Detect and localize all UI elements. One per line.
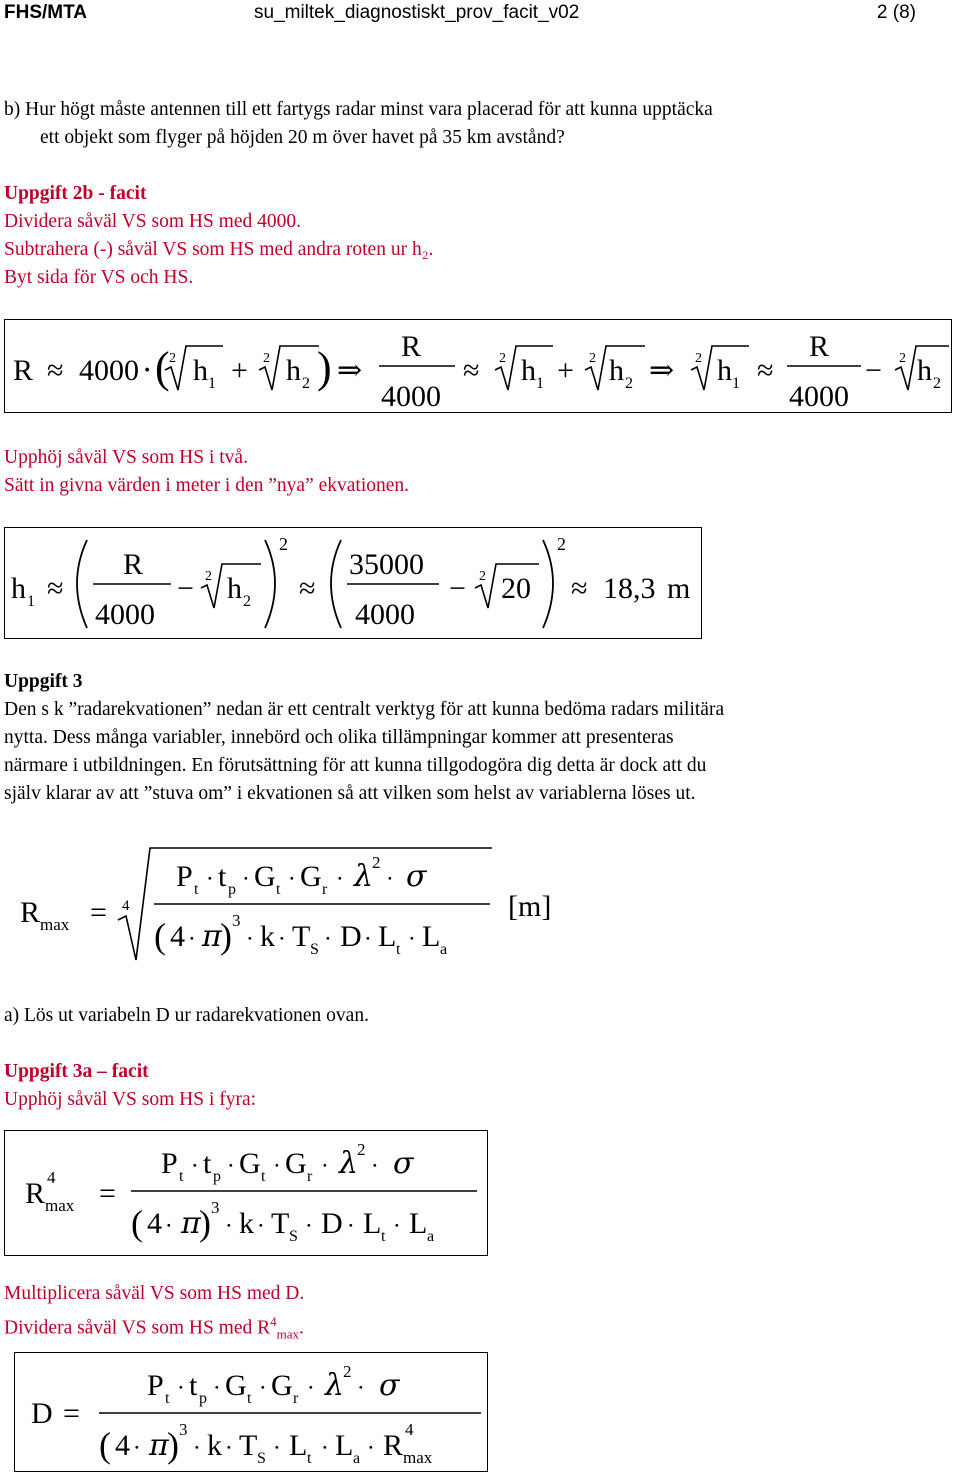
eq1-approx-2: ≈ [463,354,480,387]
eq1-frac2-den: 4000 [789,380,849,412]
eq2-frac2-den: 4000 [355,598,415,631]
equation-box-r4 [4,1130,488,1256]
d-den-rparen: ) [167,1425,179,1465]
d-num-P: P [147,1369,164,1402]
question-3-para-line4: själv klarar av att ”stuva om” i ekvationen så att vilken som helst av variablerna löses ut. [4,783,696,804]
d-num-G1-sub: t [247,1390,252,1407]
d-num-sigma: σ [379,1368,400,1403]
d-eq: = [63,1397,80,1430]
r4-num-t: t [203,1147,212,1180]
radar-num-t-sub: p [228,881,236,898]
d-num-dot5: ⋅ [357,1375,365,1400]
radar-den-rparen: ) [220,916,232,956]
d-den-R-exp: 4 [405,1420,414,1439]
question-3-title: Uppgift 3 [4,671,83,692]
eq1-frac2-num: R [809,330,830,363]
r4-num-dot1: ⋅ [191,1153,199,1178]
r4-eq: = [99,1177,116,1210]
r4-num-G1-sub: t [261,1168,266,1185]
header-page-number: 2 (8) [876,2,916,23]
eq1-arrow-2: ⇒ [649,354,675,387]
eq2-minus-2: − [449,572,466,605]
eq2-root-index-2: 2 [479,569,486,584]
question-2b-line1: b) Hur högt måste antennen till ett fartygs radar minst vara placerad för att kunna upptäcka [4,99,713,120]
r4-den-dot1: ⋅ [225,1213,233,1238]
eq1-root-index-3: 2 [499,351,506,366]
radar-R-sub: max [40,915,70,934]
eq1-h-6: h [917,354,932,387]
radar-num-G1-sub: t [276,881,281,898]
radar-num-dot2: ⋅ [242,866,250,891]
radar-den-L1: L [378,920,397,953]
radar-unit: [m] [508,890,552,923]
r4-num-sigma: σ [393,1146,414,1181]
page-header [0,0,960,30]
facit-3a-step2: Multiplicera såväl VS som HS med D. [4,1283,305,1304]
eq2-sub-2: 2 [243,593,251,610]
facit-3a-title: Uppgift 3a – facit [4,1061,149,1082]
d-den-T-sub: S [257,1450,266,1467]
facit-2b-step3: Byt sida för VS och HS. [4,267,194,288]
radar-den-dot5: ⋅ [408,926,416,951]
r4-den-T-sub: S [289,1228,298,1245]
d-den-dot5: ⋅ [367,1435,375,1460]
r4-R-exp: 4 [47,1168,56,1187]
radar-den-k: k [260,920,275,953]
d-den-dot1: ⋅ [193,1435,201,1460]
facit-2b-title: Uppgift 2b - facit [4,183,147,204]
eq2-height: 20 [501,572,531,605]
eq1-root-index-5: 2 [695,351,702,366]
eq2-rparen-2 [543,540,553,628]
facit-3a-step3-period: . [299,1317,304,1339]
facit-2b-step2: Subtrahera (-) såväl VS som HS med andra roten ur h₂. [4,239,434,260]
r4-den-D: D [321,1207,343,1240]
eq2-lparen-2 [331,540,341,628]
r4-num-dot4: ⋅ [321,1153,329,1178]
radar-num-sigma: σ [406,859,427,894]
eq2-rparen-1 [265,540,275,628]
d-num-lambda: λ [325,1368,345,1403]
header-org: FHS/MTA [4,2,88,23]
r4-num-G1: G [239,1147,261,1180]
equation-horizon-svg [5,320,951,412]
r4-R: R [25,1177,46,1210]
facit-3a-step3 [4,1308,304,1348]
d-den-R-sub: max [403,1448,433,1467]
d-den-four: 4 [115,1429,130,1462]
d-num-G2-sub: r [293,1390,299,1407]
header-filename: su_miltek_diagnostiskt_prov_facit_v02 [254,2,580,23]
r4-den-L2: L [409,1207,428,1240]
r4-den-L1-sub: t [381,1228,386,1245]
equation-box-horizon [4,319,952,413]
eq2-h-2: h [227,572,242,605]
r4-num-lambda: λ [339,1146,359,1181]
r4-den-dot2: ⋅ [257,1213,265,1238]
eq1-rparen: ) [317,343,332,392]
eq2-minus-1: − [177,572,194,605]
question-3-para-line3: närmare i utbildningen. En förutsättning för att kunna tillgodogöra dig detta är dock att du [4,755,707,776]
radar-den-lparen: ( [154,916,166,956]
radar-den-dot1: ⋅ [246,926,254,951]
radar-den-dot2: ⋅ [278,926,286,951]
eq2-approx-2: ≈ [299,572,316,605]
d-den-dot4: ⋅ [321,1435,329,1460]
eq2-unit: m [667,572,691,605]
radar-den-T-sub: S [310,941,319,958]
equation-numeric-svg [5,528,701,638]
radar-root-index: 4 [122,898,130,914]
d-num-G1: G [225,1369,247,1402]
r4-num-G2: G [285,1147,307,1180]
radar-den-exp: 3 [232,911,241,930]
r4-den-k: k [239,1207,254,1240]
d-num-lambda-exp: 2 [343,1362,352,1381]
eq1-plus-1: + [231,354,248,387]
radar-den-D: D [340,920,362,953]
radar-num-G1: G [254,860,276,893]
d-num-G2: G [271,1369,293,1402]
r4-den-dot4: ⋅ [347,1213,355,1238]
radar-num-dot1: ⋅ [206,866,214,891]
radar-den-L1-sub: t [396,941,401,958]
r4-den-four: 4 [147,1207,162,1240]
question-3-para-line1: Den s k ”radarekvationen” nedan är ett centralt verktyg för att kunna bedöma radars militära [4,699,725,720]
r4-R-sub: max [45,1196,75,1215]
d-num-t: t [189,1369,198,1402]
d-den-pi: π [149,1428,169,1463]
eq1-frac1-den: 4000 [381,380,441,412]
eq1-sub-6: 2 [933,375,941,392]
radar-num-lambda: λ [354,859,374,894]
question-3a: a) Lös ut variabeln D ur radarekvationen ovan. [4,1005,369,1026]
radar-num-dot4: ⋅ [336,866,344,891]
eq1-sub-5: 1 [732,375,740,392]
r4-den-exp: 3 [211,1198,220,1217]
eq2-approx-3: ≈ [571,572,588,605]
eq1-h-2: h [286,354,301,387]
d-den-dot2: ⋅ [225,1435,233,1460]
r4-num-dot2: ⋅ [227,1153,235,1178]
facit-3a-step3-sup: 4 [270,1314,277,1329]
eq2-approx-1: ≈ [47,572,64,605]
eq1-root-index-2: 2 [263,351,270,366]
facit-3a-step3-sub: max [276,1326,300,1342]
r4-den-pi: π [181,1206,201,1241]
radar-num-dot5: ⋅ [386,866,394,891]
radar-num-P: P [176,860,193,893]
d-num-dot3: ⋅ [259,1375,267,1400]
eq1-sub-1a: 1 [208,375,216,392]
radar-den-dot4: ⋅ [364,926,372,951]
eq1-arrow-1: ⇒ [337,354,363,387]
equation-box-numeric [4,527,702,639]
equation-d-svg [15,1353,487,1471]
radar-den-L2-sub: a [440,941,448,958]
equation-r4-svg [5,1131,487,1255]
d-num-dot1: ⋅ [177,1375,185,1400]
radar-R: R [20,896,41,929]
eq1-minus: − [865,354,882,387]
equation-box-d [14,1352,488,1472]
eq1-sub-4: 2 [625,375,633,392]
d-den-T: T [239,1429,258,1462]
facit-3a-step3-text: Dividera såväl VS som HS med R [4,1317,271,1339]
r4-den-L2-sub: a [427,1228,435,1245]
r4-num-dot5: ⋅ [371,1153,379,1178]
eq1-4000-1: 4000 [79,354,139,387]
d-num-P-sub: t [165,1390,170,1407]
d-den-R: R [383,1429,404,1462]
eq2-frac2-num: 35000 [349,548,424,581]
radar-den-L2: L [422,920,441,953]
eq1-approx-1: ≈ [47,354,64,387]
eq1-dot: ⋅ [142,354,153,387]
r4-den-dot0: ⋅ [165,1213,173,1238]
eq2-exp-2: 2 [557,534,566,554]
d-den-lparen: ( [99,1425,111,1465]
radar-num-t: t [218,860,227,893]
eq1-frac1-num: R [401,330,422,363]
eq1-sub-2a: 2 [302,375,310,392]
r4-den-L1: L [363,1207,382,1240]
eq2-lparen-1 [77,540,87,628]
r4-num-P-sub: t [179,1168,184,1185]
r4-num-dot3: ⋅ [273,1153,281,1178]
eq1-h-4: h [609,354,624,387]
radar-den-T: T [292,920,311,953]
radar-den-dot3: ⋅ [324,926,332,951]
r4-num-G2-sub: r [307,1168,313,1185]
radar-den-four: 4 [170,920,185,953]
r4-den-T: T [271,1207,290,1240]
question-2b-line2: ett objekt som flyger på höjden 20 m över havet på 35 km avstånd? [40,127,565,148]
d-den-k: k [207,1429,222,1462]
r4-num-P: P [161,1147,178,1180]
d-den-L1: L [289,1429,308,1462]
eq1-root-index-6: 2 [899,351,906,366]
radar-equation [14,840,574,970]
eq1-h-1: h [193,354,208,387]
radar-num-P-sub: t [194,881,199,898]
radar-num-G2: G [300,860,322,893]
radar-eq-sign: = [90,896,107,929]
facit-2b-step4: Upphöj såväl VS som HS i två. [4,447,248,468]
r4-den-lparen: ( [131,1203,143,1243]
eq1-approx-3: ≈ [757,354,774,387]
eq2-sub-1: 1 [27,593,35,610]
r4-num-lambda-exp: 2 [357,1140,366,1159]
question-3-para-line2: nytta. Dess många variabler, innebörd och olika tillämpningar kommer att presenteras [4,727,674,748]
r4-den-dot3: ⋅ [305,1213,313,1238]
radar-num-lambda-exp: 2 [372,853,381,872]
eq1-plus-2: + [557,354,574,387]
eq1-sub-3: 1 [536,375,544,392]
d-den-L1-sub: t [307,1450,312,1467]
facit-3a-step1: Upphöj såväl VS som HS i fyra: [4,1089,257,1110]
eq1-root-index-4: 2 [589,351,596,366]
r4-den-dot5: ⋅ [393,1213,401,1238]
eq1-R: R [13,354,34,387]
r4-num-t-sub: p [213,1168,221,1185]
d-den-dot0: ⋅ [133,1435,141,1460]
radar-num-G2-sub: r [322,881,328,898]
eq1-lparen: ( [155,343,170,392]
radar-den-dot0: ⋅ [188,926,196,951]
r4-den-rparen: ) [199,1203,211,1243]
d-num-t-sub: p [199,1390,207,1407]
eq2-result: 18,3 [603,572,656,605]
facit-2b-step1: Dividera såväl VS som HS med 4000. [4,211,301,232]
eq2-frac1-num: R [123,548,144,581]
eq2-frac1-den: 4000 [95,598,155,631]
eq1-h-3: h [521,354,536,387]
d-den-dot3: ⋅ [273,1435,281,1460]
d-den-L2-sub: a [353,1450,361,1467]
d-num-dot2: ⋅ [213,1375,221,1400]
d-D: D [31,1397,53,1430]
eq2-h: h [11,572,26,605]
d-den-L2: L [335,1429,354,1462]
radar-den-pi: π [202,919,222,954]
d-num-dot4: ⋅ [307,1375,315,1400]
eq1-h-5: h [717,354,732,387]
eq2-exp-1: 2 [279,534,288,554]
radar-num-dot3: ⋅ [288,866,296,891]
d-den-exp: 3 [179,1420,188,1439]
facit-2b-step5: Sätt in givna värden i meter i den ”nya” ekvationen. [4,475,410,496]
eq2-root-index-1: 2 [205,569,212,584]
eq1-root-index-1: 2 [169,351,176,366]
